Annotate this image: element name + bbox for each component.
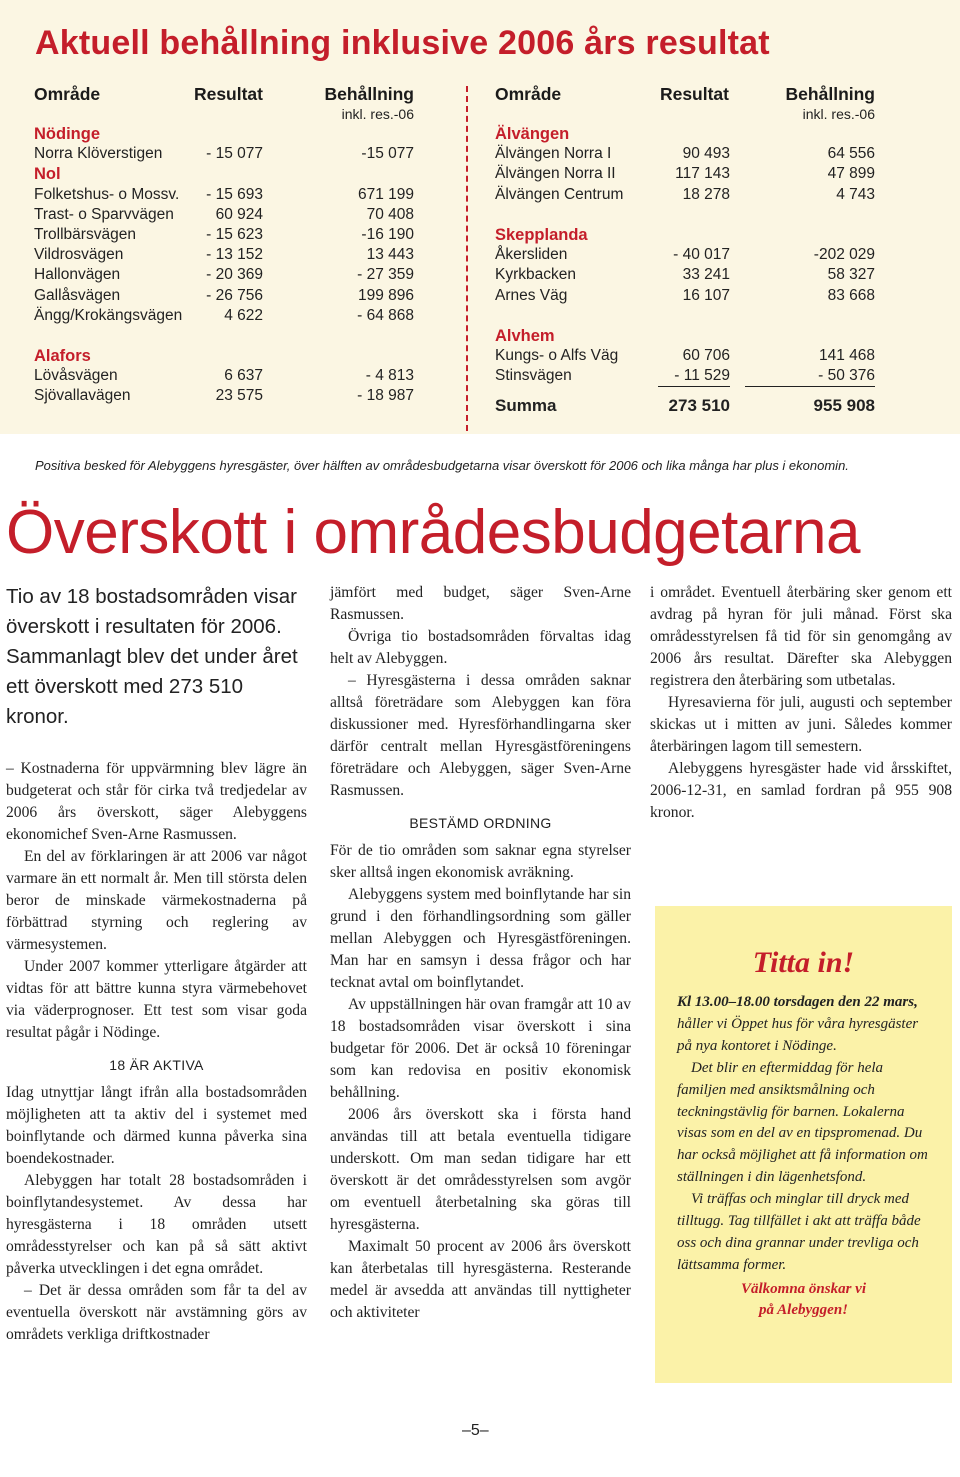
row-balance: - 50 376 — [745, 366, 875, 387]
paragraph: Av uppställningen här ovan framgår att 10 av 18 bostadsområden visar överskott i sina budgetar för 2006. Det är också 10 föreningar som kan redovisa en positiv ekonomisk behållning. — [330, 996, 631, 1101]
section-heading: Alafors — [34, 347, 91, 366]
article-column-2 — [330, 582, 631, 1324]
row-result: 33 241 — [682, 266, 730, 284]
table-row — [34, 245, 414, 265]
row-area: Norra Klöverstigen — [34, 145, 163, 163]
paragraph: Övriga tio bostadsområden förvaltas idag helt av Alebyggen. — [330, 628, 631, 667]
article-title: Överskott i områdesbudgetarna — [6, 498, 860, 567]
table-caption: Positiva besked för Alebyggens hyresgäster, över hälften av områdesbudgetarna visar överskott för 2006 och lika många har plus i ekonomin. — [35, 458, 849, 473]
row-balance: -15 077 — [361, 145, 414, 163]
row-result: - 26 756 — [206, 286, 263, 304]
row-balance: - 27 359 — [357, 266, 414, 284]
row-balance: 141 468 — [818, 347, 875, 365]
row-result: - 40 017 — [673, 246, 730, 264]
row-balance: - 4 813 — [365, 367, 414, 385]
page-number: –5– — [462, 1422, 489, 1439]
row-area: Älvängen Centrum — [495, 185, 624, 203]
row-result: 90 493 — [682, 145, 730, 163]
header-result: Resultat — [659, 84, 729, 104]
section-heading: Nödinge — [34, 125, 100, 143]
paragraph: – Det är dessa områden som får ta del av eventuella överskott när avstämning görs av områdets verkliga driftkostnader — [6, 1282, 307, 1343]
row-result: - 11 529 — [658, 366, 730, 387]
table-row — [34, 286, 414, 306]
table-row — [34, 144, 414, 164]
header-area: Område — [34, 84, 101, 104]
results-table-left — [34, 84, 414, 407]
row-balance: 671 199 — [357, 185, 414, 203]
row-result: 16 107 — [682, 286, 730, 304]
row-balance: - 18 987 — [357, 387, 414, 405]
header-subline — [495, 106, 878, 124]
paragraph: jämfört med budget, säger Sven-Arne Rasmussen. — [330, 584, 631, 623]
table-row — [34, 205, 414, 225]
table-row — [495, 164, 878, 184]
callout-paragraph: Det blir en eftermiddag för hela familjen med ansiktsmålning och teckningstävlig för barnen. Lokalerna visas som en del av en tipspromenad. Du har också möjlighet att få information om ställningen i din lägenhetsfond. — [677, 1059, 928, 1186]
callout-lead-rest: håller vi Öppet hus för våra hyresgäster på nya kontoret i Nödinge. — [677, 1015, 919, 1054]
table-row — [34, 225, 414, 245]
paragraph: – Kostnaderna för uppvärmning blev lägre än budgeterat och står för cirka två tredjedelar av 2006 års överskott, säger Alebyggens ekonomichef Sven-Arne Rasmussen. — [6, 760, 307, 843]
row-area: Sjövallavägen — [34, 387, 131, 405]
row-result: 23 575 — [215, 387, 263, 405]
header-balance-sub: inkl. res.-06 — [802, 106, 875, 122]
welcome-line-1: Välkomna önskar vi — [740, 1280, 867, 1297]
row-area: Folketshus- o Mossv. — [34, 185, 180, 203]
paragraph: i området. Eventuell återbäring sker genom ett avdrag på hyran för juli månad. Först ska områdesstyrelsen få tid för sin genomgång av 2006 års resultat. Därefter ska Alebyggen registrera den återbäring som utbetalas. — [650, 584, 952, 689]
row-area: Lövåsvägen — [34, 367, 118, 385]
paragraph: För de tio områden som saknar egna styrelser sker alltså ingen ekonomisk avräkning. — [330, 842, 631, 881]
row-result: - 13 152 — [206, 246, 263, 264]
row-result: 6 637 — [224, 367, 263, 385]
paragraph: En del av förklaringen är att 2006 var något varmare än ett normalt år. Men till största delen beror de minskade värmekostnaderna på förbättrad styrning och reglering av värmesystemen. — [6, 848, 307, 953]
table-row — [495, 265, 878, 285]
row-result: - 20 369 — [206, 266, 263, 284]
article-column-1 — [6, 582, 307, 1346]
callout-lead — [677, 992, 930, 1058]
row-balance: - 64 868 — [357, 306, 414, 324]
section-heading: Alvhem — [495, 326, 555, 345]
spacer — [34, 326, 414, 346]
section-heading: Nol — [34, 165, 61, 184]
paragraph: Maximalt 50 procent av 2006 års överskott kan återbetalas till hyresgästerna. Resterande medel är avsedda att användas till nyttigheter och aktiviteter — [330, 1238, 631, 1321]
table-row — [495, 366, 878, 386]
table-header — [34, 84, 414, 106]
open-house-callout — [655, 906, 952, 1383]
row-balance: 47 899 — [827, 165, 875, 183]
spacer — [495, 205, 878, 225]
table-row — [495, 245, 878, 265]
header-balance: Behållning — [785, 84, 875, 104]
section-heading: Skepplanda — [495, 225, 588, 244]
subheading: BESTÄMD ORDNING — [409, 815, 552, 831]
row-area: Kungs- o Alfs Väg — [495, 347, 619, 365]
table-row — [34, 265, 414, 285]
paragraph: – Hyresgästerna i dessa områden saknar alltså företrädare som Alebyggen kan föra diskussioner med. Hyresförhandlingarna sker därför centralt mellan Hyresgästföreningens företrädare och Alebyggen, säger Sven-Arne Rasmussen. — [330, 672, 631, 799]
article-column-3 — [650, 582, 952, 824]
table-row — [495, 185, 878, 205]
column-divider — [466, 86, 468, 431]
row-result: - 15 693 — [206, 185, 263, 203]
paragraph: Alebyggen har totalt 28 bostadsområden i boinflytandesystemet. Av dessa har hyresgästerna i 18 områden utsett områdesstyrelser och kan på så sätt aktivt påverka utvecklingen i det egna området. — [6, 1172, 307, 1277]
row-balance: 4 743 — [836, 185, 875, 203]
row-result: - 15 623 — [206, 225, 263, 243]
table-row — [495, 286, 878, 306]
row-result: 60 924 — [215, 205, 263, 223]
header-result: Resultat — [193, 84, 263, 104]
table-row — [495, 144, 878, 164]
header-area: Område — [495, 84, 562, 104]
callout-paragraph: Vi träffas och minglar till dryck med tilltugg. Tag tillfället i akt att träffa både oss och dina grannar under trevliga och lättsamma former. — [677, 1191, 921, 1273]
table-row — [495, 346, 878, 366]
results-box — [0, 0, 960, 434]
row-area: Hallonvägen — [34, 266, 121, 284]
row-area: Gallåsvägen — [34, 286, 121, 304]
paragraph: 2006 års överskott ska i första hand användas till att betala eventuella tidigare underskott. Om man sedan tidigare har ett överskott är det områdesstyrelsen som avgör om eventuell återbetalning ska göras till hyresgästerna. — [330, 1106, 631, 1233]
table-row — [34, 366, 414, 386]
spacer — [495, 306, 878, 326]
table-row — [34, 185, 414, 205]
results-table-right — [495, 84, 878, 417]
row-result: 117 143 — [675, 165, 730, 183]
callout-text — [677, 992, 930, 1321]
row-area: Vildrosvägen — [34, 246, 124, 264]
row-balance: 13 443 — [366, 246, 414, 264]
row-area: Kyrkbacken — [495, 266, 576, 284]
row-area: Trast- o Sparvvägen — [34, 205, 174, 223]
row-area: Trollbärsvägen — [34, 225, 136, 243]
subheading: 18 ÄR AKTIVA — [109, 1057, 204, 1073]
callout-welcome — [677, 1279, 930, 1321]
row-area: Stinsvägen — [495, 367, 572, 385]
paragraph: Hyresavierna för juli, augusti och september skickas ut i mitten av juni. Således kommer återbäringen lagom till semestern. — [650, 694, 952, 755]
callout-lead-bold: Kl 13.00–18.00 torsdagen den 22 mars, — [677, 994, 918, 1010]
row-balance: 70 408 — [366, 205, 414, 223]
header-balance: Behållning — [324, 84, 414, 104]
section-heading: Älvängen — [495, 125, 570, 143]
paragraph: Alebyggens system med boinflytande har sin grund i den förhandlingsordning som gäller mellan Alebyggen och Hyresgästföreningen. Man har en samsyn i dessa frågor och har tecknat avtal om boinflytandet. — [330, 886, 631, 991]
row-balance: 64 556 — [827, 145, 875, 163]
table-header — [495, 84, 878, 106]
row-balance: -202 029 — [813, 246, 875, 264]
paragraph: Alebyggens hyresgäster hade vid årsskiftet, 2006-12-31, en samlad fordran på 955 908 kronor. — [650, 760, 952, 821]
row-balance: -16 190 — [361, 225, 414, 243]
sum-result: 273 510 — [668, 396, 730, 416]
results-title: Aktuell behållning inklusive 2006 års resultat — [35, 24, 770, 62]
row-area: Ängg/Krokängsvägen — [34, 306, 183, 324]
row-area: Arnes Väg — [495, 286, 568, 304]
callout-title: Titta in! — [752, 946, 855, 979]
header-subline — [34, 106, 414, 124]
header-balance-sub: inkl. res.-06 — [341, 106, 414, 122]
article-lead: Tio av 18 bostadsområden visar överskott i resultaten för 2006. Sammanlagt blev det under året ett överskott med 273 510 kronor. — [6, 585, 298, 728]
row-balance: 83 668 — [827, 286, 875, 304]
row-result: 18 278 — [682, 185, 730, 203]
row-result: - 15 077 — [206, 145, 263, 163]
table-row — [34, 306, 414, 326]
sum-row — [495, 396, 878, 416]
row-area: Älvängen Norra I — [495, 145, 612, 163]
row-result: 4 622 — [224, 306, 263, 324]
paragraph: Idag utnyttjar långt ifrån alla bostadsområden möjligheten att ta aktiv del i systemet med boinflytande och därmed kunna påverka sina boendekostnader. — [6, 1084, 307, 1167]
welcome-line-2: på Alebyggen! — [758, 1301, 849, 1318]
row-area: Åkersliden — [495, 246, 568, 264]
paragraph: Under 2007 kommer ytterligare åtgärder att vidtas för att bättre kunna styra värmebehovet via väderprognoser. Ett test som visar goda resultat pågår i Nödinge. — [6, 958, 307, 1041]
table-row — [34, 386, 414, 406]
row-balance: 58 327 — [827, 266, 875, 284]
row-area: Älvängen Norra II — [495, 165, 616, 183]
row-balance: 199 896 — [357, 286, 414, 304]
row-result: 60 706 — [682, 347, 730, 365]
sum-balance: 955 908 — [813, 396, 875, 416]
sum-label: Summa — [495, 396, 557, 416]
